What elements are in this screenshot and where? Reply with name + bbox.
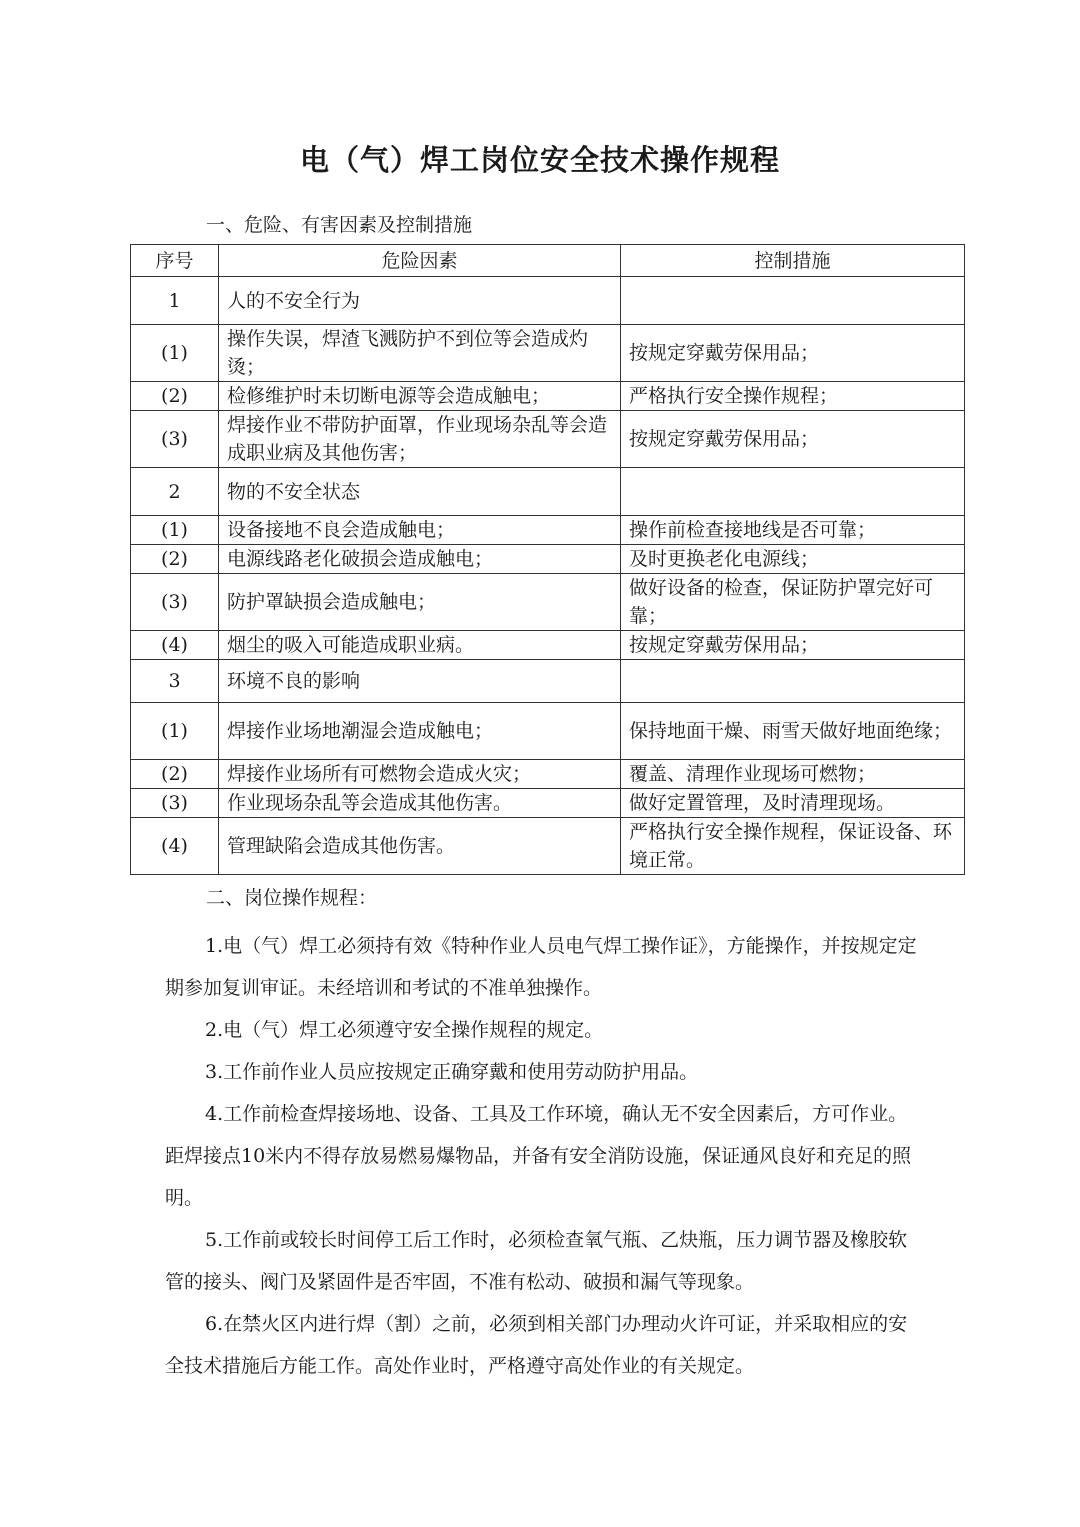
table-row — [131, 760, 965, 789]
cell-control — [621, 277, 965, 325]
cell-seq: (3) — [131, 789, 219, 818]
procedure-item: 6.在禁火区内进行焊（割）之前，必须到相关部门办理动火许可证，并采取相应的安全技术措施后方能工作。高处作业时，严格遵守高处作业的有关规定。 — [165, 1313, 908, 1377]
table-row — [131, 660, 965, 703]
cell-seq: 1 — [131, 277, 219, 325]
cell-seq: 2 — [131, 468, 219, 516]
cell-seq: (1) — [131, 516, 219, 545]
cell-control: 严格执行安全操作规程； — [621, 382, 965, 411]
cell-control: 做好设备的检查，保证防护罩完好可靠； — [621, 574, 965, 631]
cell-hazard: 操作失误，焊渣飞溅防护不到位等会造成灼烫； — [219, 325, 621, 382]
document-title: 电（气）焊工岗位安全技术操作规程 — [299, 143, 780, 177]
cell-seq: (2) — [131, 760, 219, 789]
table-row — [131, 818, 965, 875]
cell-control — [621, 468, 965, 516]
table-row — [131, 277, 965, 325]
cell-hazard: 环境不良的影响 — [219, 660, 621, 703]
cell-seq: (4) — [131, 818, 219, 875]
cell-control: 及时更换老化电源线； — [621, 545, 965, 574]
cell-control: 按规定穿戴劳保用品； — [621, 325, 965, 382]
cell-hazard: 作业现场杂乱等会造成其他伤害。 — [219, 789, 621, 818]
cell-hazard: 人的不安全行为 — [219, 277, 621, 325]
cell-hazard: 设备接地不良会造成触电； — [219, 516, 621, 545]
cell-hazard: 焊接作业场所有可燃物会造成火灾； — [219, 760, 621, 789]
table-row — [131, 703, 965, 760]
table-row — [131, 574, 965, 631]
cell-hazard: 焊接作业场地潮湿会造成触电； — [219, 703, 621, 760]
cell-hazard: 焊接作业不带防护面罩，作业现场杂乱等会造成职业病及其他伤害； — [219, 411, 621, 468]
cell-control — [621, 660, 965, 703]
cell-control: 按规定穿戴劳保用品； — [621, 411, 965, 468]
cell-hazard: 防护罩缺损会造成触电； — [219, 574, 621, 631]
cell-seq: (2) — [131, 545, 219, 574]
cell-control: 按规定穿戴劳保用品； — [621, 631, 965, 660]
procedure-item: 4.工作前检查焊接场地、设备、工具及工作环境，确认无不安全因素后，方可作业。距焊接点10米内不得存放易燃易爆物品，并备有安全消防设施，保证通风良好和充足的照明。 — [165, 1103, 912, 1209]
table-row — [131, 545, 965, 574]
table-row — [131, 631, 965, 660]
cell-hazard: 管理缺陷会造成其他伤害。 — [219, 818, 621, 875]
cell-control: 覆盖、清理作业现场可燃物； — [621, 760, 965, 789]
cell-seq: (3) — [131, 574, 219, 631]
header-seq: 序号 — [131, 245, 219, 277]
cell-control: 做好定置管理，及时清理现场。 — [621, 789, 965, 818]
cell-seq: (3) — [131, 411, 219, 468]
cell-seq: 3 — [131, 660, 219, 703]
cell-hazard: 检修维护时未切断电源等会造成触电； — [219, 382, 621, 411]
section-heading-procedures: 二、岗位操作规程： — [206, 887, 378, 909]
cell-control: 保持地面干燥、雨雪天做好地面绝缘； — [621, 703, 965, 760]
header-control: 控制措施 — [621, 245, 965, 277]
cell-seq: (2) — [131, 382, 219, 411]
table-row — [131, 382, 965, 411]
cell-hazard: 烟尘的吸入可能造成职业病。 — [219, 631, 621, 660]
cell-hazard: 物的不安全状态 — [219, 468, 621, 516]
procedure-item: 2.电（气）焊工必须遵守安全操作规程的规定。 — [205, 1019, 604, 1041]
procedure-item: 5.工作前或较长时间停工后工作时，必须检查氧气瓶、乙炔瓶，压力调节器及橡胶软管的接头、阀门及紧固件是否牢固，不准有松动、破损和漏气等现象。 — [165, 1229, 908, 1293]
table-row — [131, 789, 965, 818]
cell-control: 严格执行安全操作规程，保证设备、环境正常。 — [621, 818, 965, 875]
procedure-list — [165, 925, 925, 1387]
procedure-item: 3.工作前作业人员应按规定正确穿戴和使用劳动防护用品。 — [205, 1061, 699, 1083]
table-row — [131, 516, 965, 545]
cell-control: 操作前检查接地线是否可靠； — [621, 516, 965, 545]
table-header-row — [131, 245, 965, 277]
header-hazard: 危险因素 — [219, 245, 621, 277]
cell-seq: (1) — [131, 703, 219, 760]
table-row — [131, 411, 965, 468]
cell-seq: (4) — [131, 631, 219, 660]
cell-seq: (1) — [131, 325, 219, 382]
table-row — [131, 468, 965, 516]
cell-hazard: 电源线路老化破损会造成触电； — [219, 545, 621, 574]
table-row — [131, 325, 965, 382]
section-heading-hazards: 一、危险、有害因素及控制措施 — [206, 214, 473, 236]
procedure-item: 1.电（气）焊工必须持有效《特种作业人员电气焊工操作证》，方能操作，并按规定定期参加复训审证。未经培训和考试的不准单独操作。 — [165, 935, 917, 999]
hazard-control-table — [130, 244, 965, 875]
